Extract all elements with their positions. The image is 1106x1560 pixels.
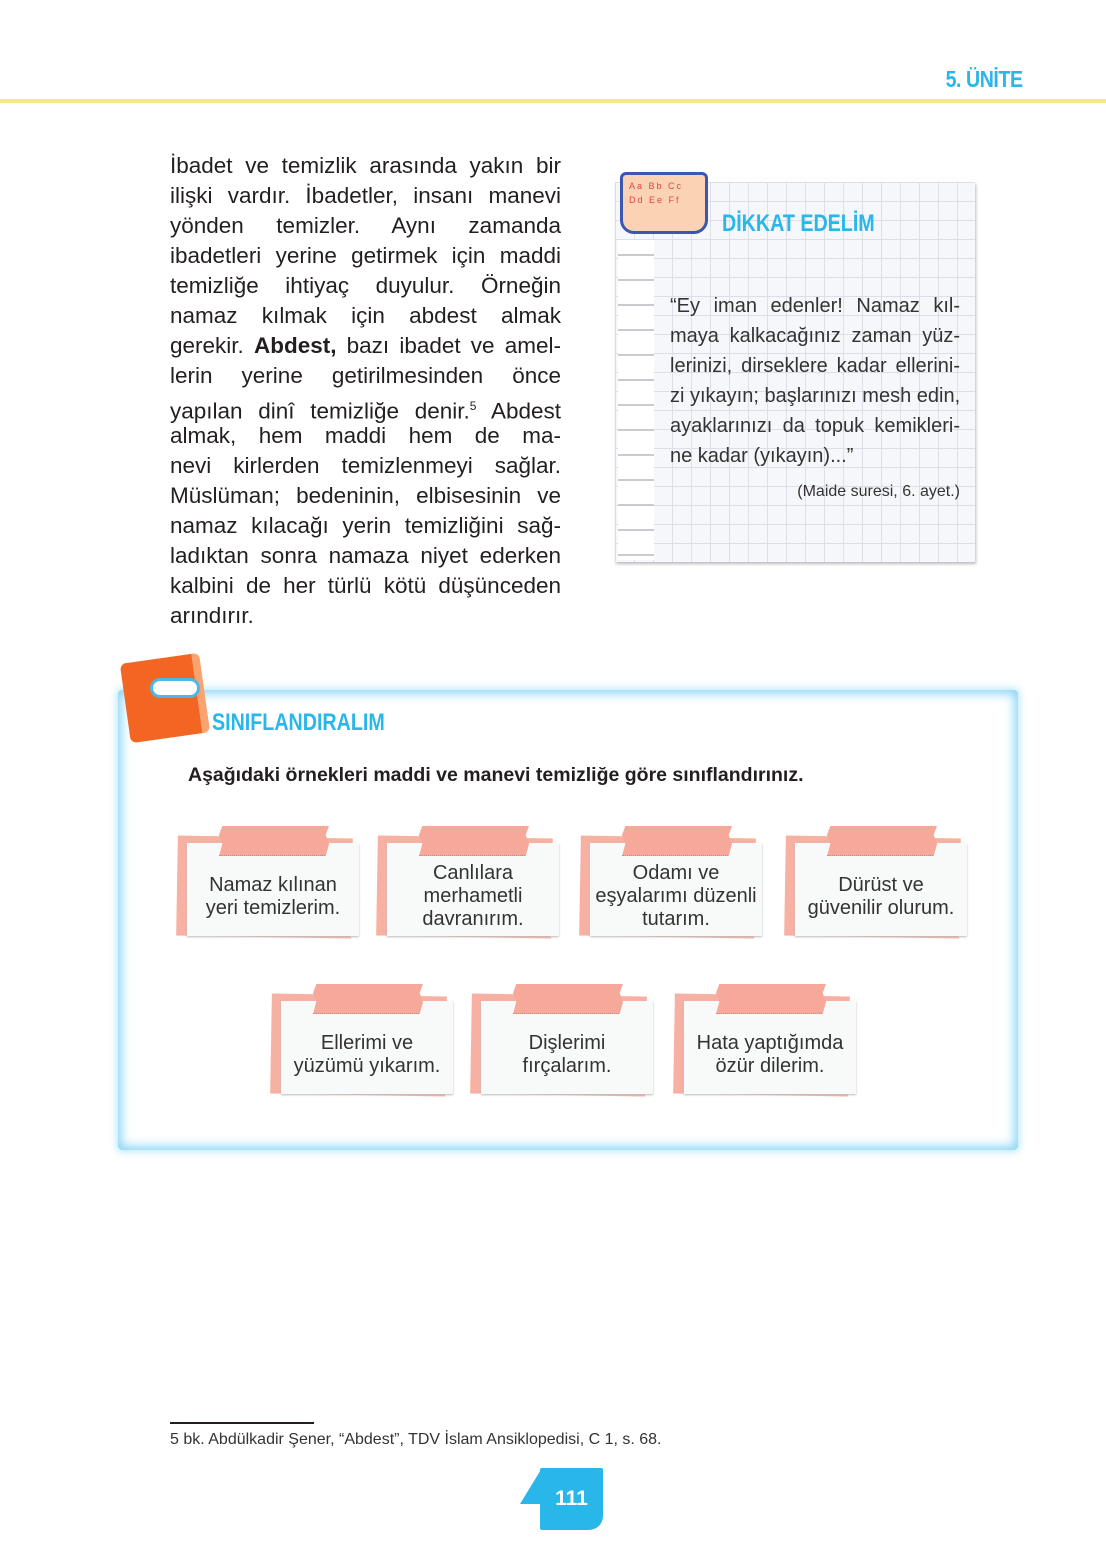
body-line: almak, hem maddi hem de ma- bbox=[170, 423, 561, 448]
tape bbox=[313, 984, 423, 1014]
header-rule bbox=[0, 99, 1106, 103]
quote-line: “Ey iman edenler! Namaz kıl- bbox=[670, 295, 960, 317]
card-text: Odamı ve eşyalarımı düzenli tutarım. bbox=[590, 843, 762, 936]
body-line: kalbini de her türlü kötü düşünceden bbox=[170, 573, 561, 598]
card-text: Hata yaptığımda özür dilerim. bbox=[684, 1001, 856, 1094]
body-line: yönden temizler. Aynı zamanda bbox=[170, 213, 561, 238]
body-line: ibadetleri yerine getirmek için maddi bbox=[170, 243, 561, 268]
classify-card[interactable] bbox=[387, 843, 559, 936]
quote-source: (Maide suresi, 6. ayet.) bbox=[797, 483, 960, 500]
term-abdest: Abdest, bbox=[253, 333, 337, 358]
text: yapılan dinî temizliğe denir. bbox=[170, 398, 470, 424]
quote-line: lerinizi, dirseklere kadar ellerini- bbox=[670, 355, 960, 377]
tape bbox=[419, 826, 529, 856]
body-line: ladıktan sonra namaza niyet ederken bbox=[170, 543, 561, 568]
quote bbox=[670, 291, 960, 471]
footnote-rule bbox=[170, 1422, 314, 1424]
text: Abdest bbox=[476, 398, 562, 424]
quote-line: ne kadar (yıkayın)...” bbox=[670, 445, 854, 467]
card-text: Ellerimi ve yüzümü yıkarım. bbox=[281, 1001, 453, 1094]
quote-line: maya kalkacağınız zaman yüz- bbox=[670, 325, 960, 347]
book-letters: Aa Bb Cc Dd Ee Ff bbox=[629, 181, 684, 205]
quote-line: zi yıkayın; başlarınızı mesh edin, bbox=[670, 385, 961, 407]
body-line: namaz kılacağı yerin temizliğini sağ- bbox=[170, 513, 561, 538]
unit-label: 5. ÜNİTE bbox=[946, 66, 1023, 92]
body-line: arındırır. bbox=[170, 603, 254, 628]
body-line: nevi kirlerden temizlenmeyi sağlar. bbox=[170, 453, 561, 478]
book-mascot-icon bbox=[620, 172, 708, 234]
body-line: Müslüman; bedeninin, elbisesinin ve bbox=[170, 483, 561, 508]
tape bbox=[716, 984, 826, 1014]
tape bbox=[827, 826, 937, 856]
body-line: temizliğe ihtiyaç duyulur. Örneğin bbox=[170, 273, 561, 298]
quote-line: ayaklarınızı da topuk kemikleri- bbox=[670, 415, 960, 437]
classify-card[interactable] bbox=[481, 1001, 653, 1094]
card-text: Namaz kılınan yeri temizlerim. bbox=[187, 843, 359, 936]
spiral-binding bbox=[618, 240, 654, 560]
body-line: ilişki vardır. İbadetler, insanı manevi bbox=[170, 183, 561, 208]
footnote: 5 bk. Abdülkadir Şener, “Abdest”, TDV İslam Ansiklopedisi, C 1, s. 68. bbox=[170, 1431, 662, 1448]
page-number: 111 bbox=[540, 1468, 603, 1530]
activity-title: SINIFLANDIRALIM bbox=[212, 709, 385, 736]
body-line: lerin yerine getirilmesinden önce bbox=[170, 363, 561, 388]
body-line-abdest bbox=[170, 331, 561, 361]
body-line: namaz kılmak için abdest almak bbox=[170, 303, 561, 328]
book-mascot-icon bbox=[120, 653, 210, 743]
classify-card[interactable] bbox=[795, 843, 967, 936]
text: bazı ibadet ve amel- bbox=[336, 333, 561, 358]
text: gerekir. bbox=[170, 333, 254, 358]
classify-card[interactable] bbox=[281, 1001, 453, 1094]
classify-card[interactable] bbox=[590, 843, 762, 936]
body-line-footnote-ref bbox=[170, 391, 562, 424]
activity-instruction: Aşağıdaki örnekleri maddi ve manevi temizliğe göre sınıflandırınız. bbox=[188, 764, 804, 786]
tape bbox=[622, 826, 732, 856]
classify-card[interactable] bbox=[684, 1001, 856, 1094]
card-text: Dürüst ve güvenilir olurum. bbox=[795, 843, 967, 936]
body-line: İbadet ve temizlik arasında yakın bir bbox=[170, 153, 561, 178]
note-title: DİKKAT EDELİM bbox=[722, 210, 875, 237]
glasses-icon bbox=[150, 678, 200, 698]
footnote-ref[interactable]: 5 bbox=[469, 399, 477, 413]
tape bbox=[513, 984, 623, 1014]
card-text: Canlılara merhametli davranırım. bbox=[387, 843, 559, 936]
classify-card[interactable] bbox=[187, 843, 359, 936]
card-text: Dişlerimi fırçalarım. bbox=[481, 1001, 653, 1094]
body-paragraph bbox=[170, 151, 561, 631]
tape bbox=[219, 826, 329, 856]
page-tab bbox=[520, 1468, 542, 1504]
